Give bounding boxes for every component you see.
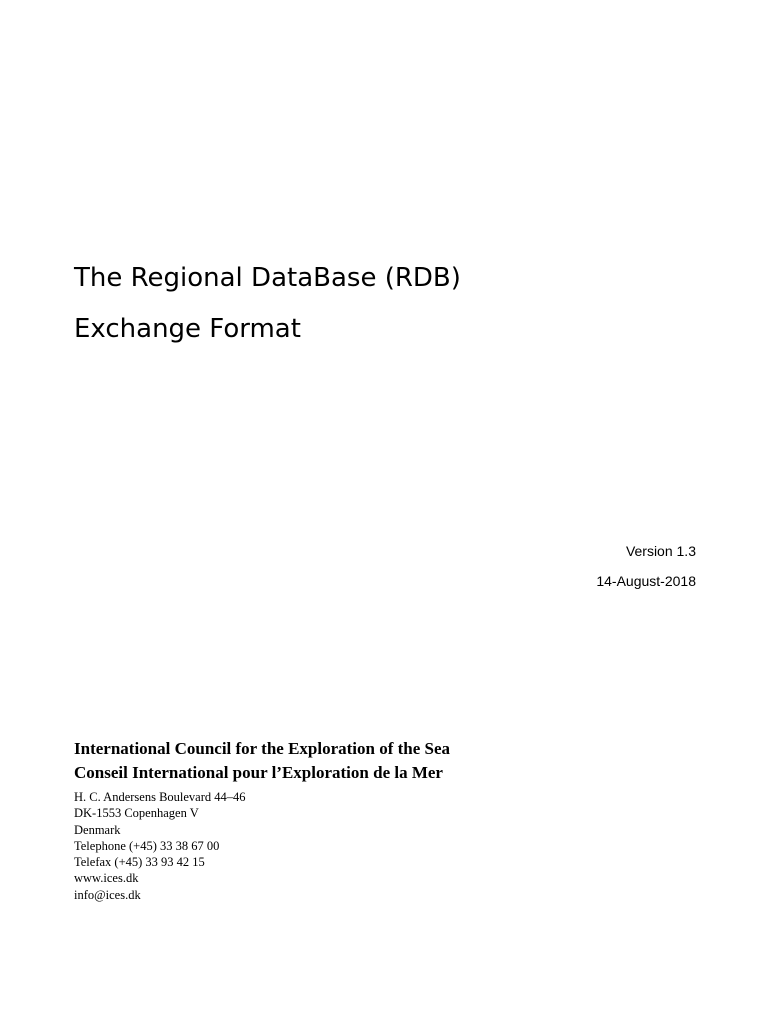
address-country: Denmark [74,822,121,837]
address-city: DK-1553 Copenhagen V [74,806,199,821]
website-link[interactable]: www.ices.dk [74,871,139,886]
organization-name-english: International Council for the Exploration of the Sea [74,739,451,758]
address-street: H. C. Andersens Boulevard 44–46 [74,790,246,804]
organization-name-french: Conseil International pour l’Exploration de la Mer [74,763,443,782]
contact-telefax: Telefax (+45) 33 93 42 15 [74,855,205,870]
email-link[interactable]: info@ices.dk [74,887,141,902]
contact-telephone: Telephone (+45) 33 38 67 00 [74,838,220,853]
version-label: Version 1.3 [625,543,696,559]
publication-date: 14-August-2018 [596,573,696,589]
document-title-line-2: Exchange Format [74,314,301,344]
document-title-line-1: The Regional DataBase (RDB) [74,263,461,293]
contact-address-block [74,789,246,903]
